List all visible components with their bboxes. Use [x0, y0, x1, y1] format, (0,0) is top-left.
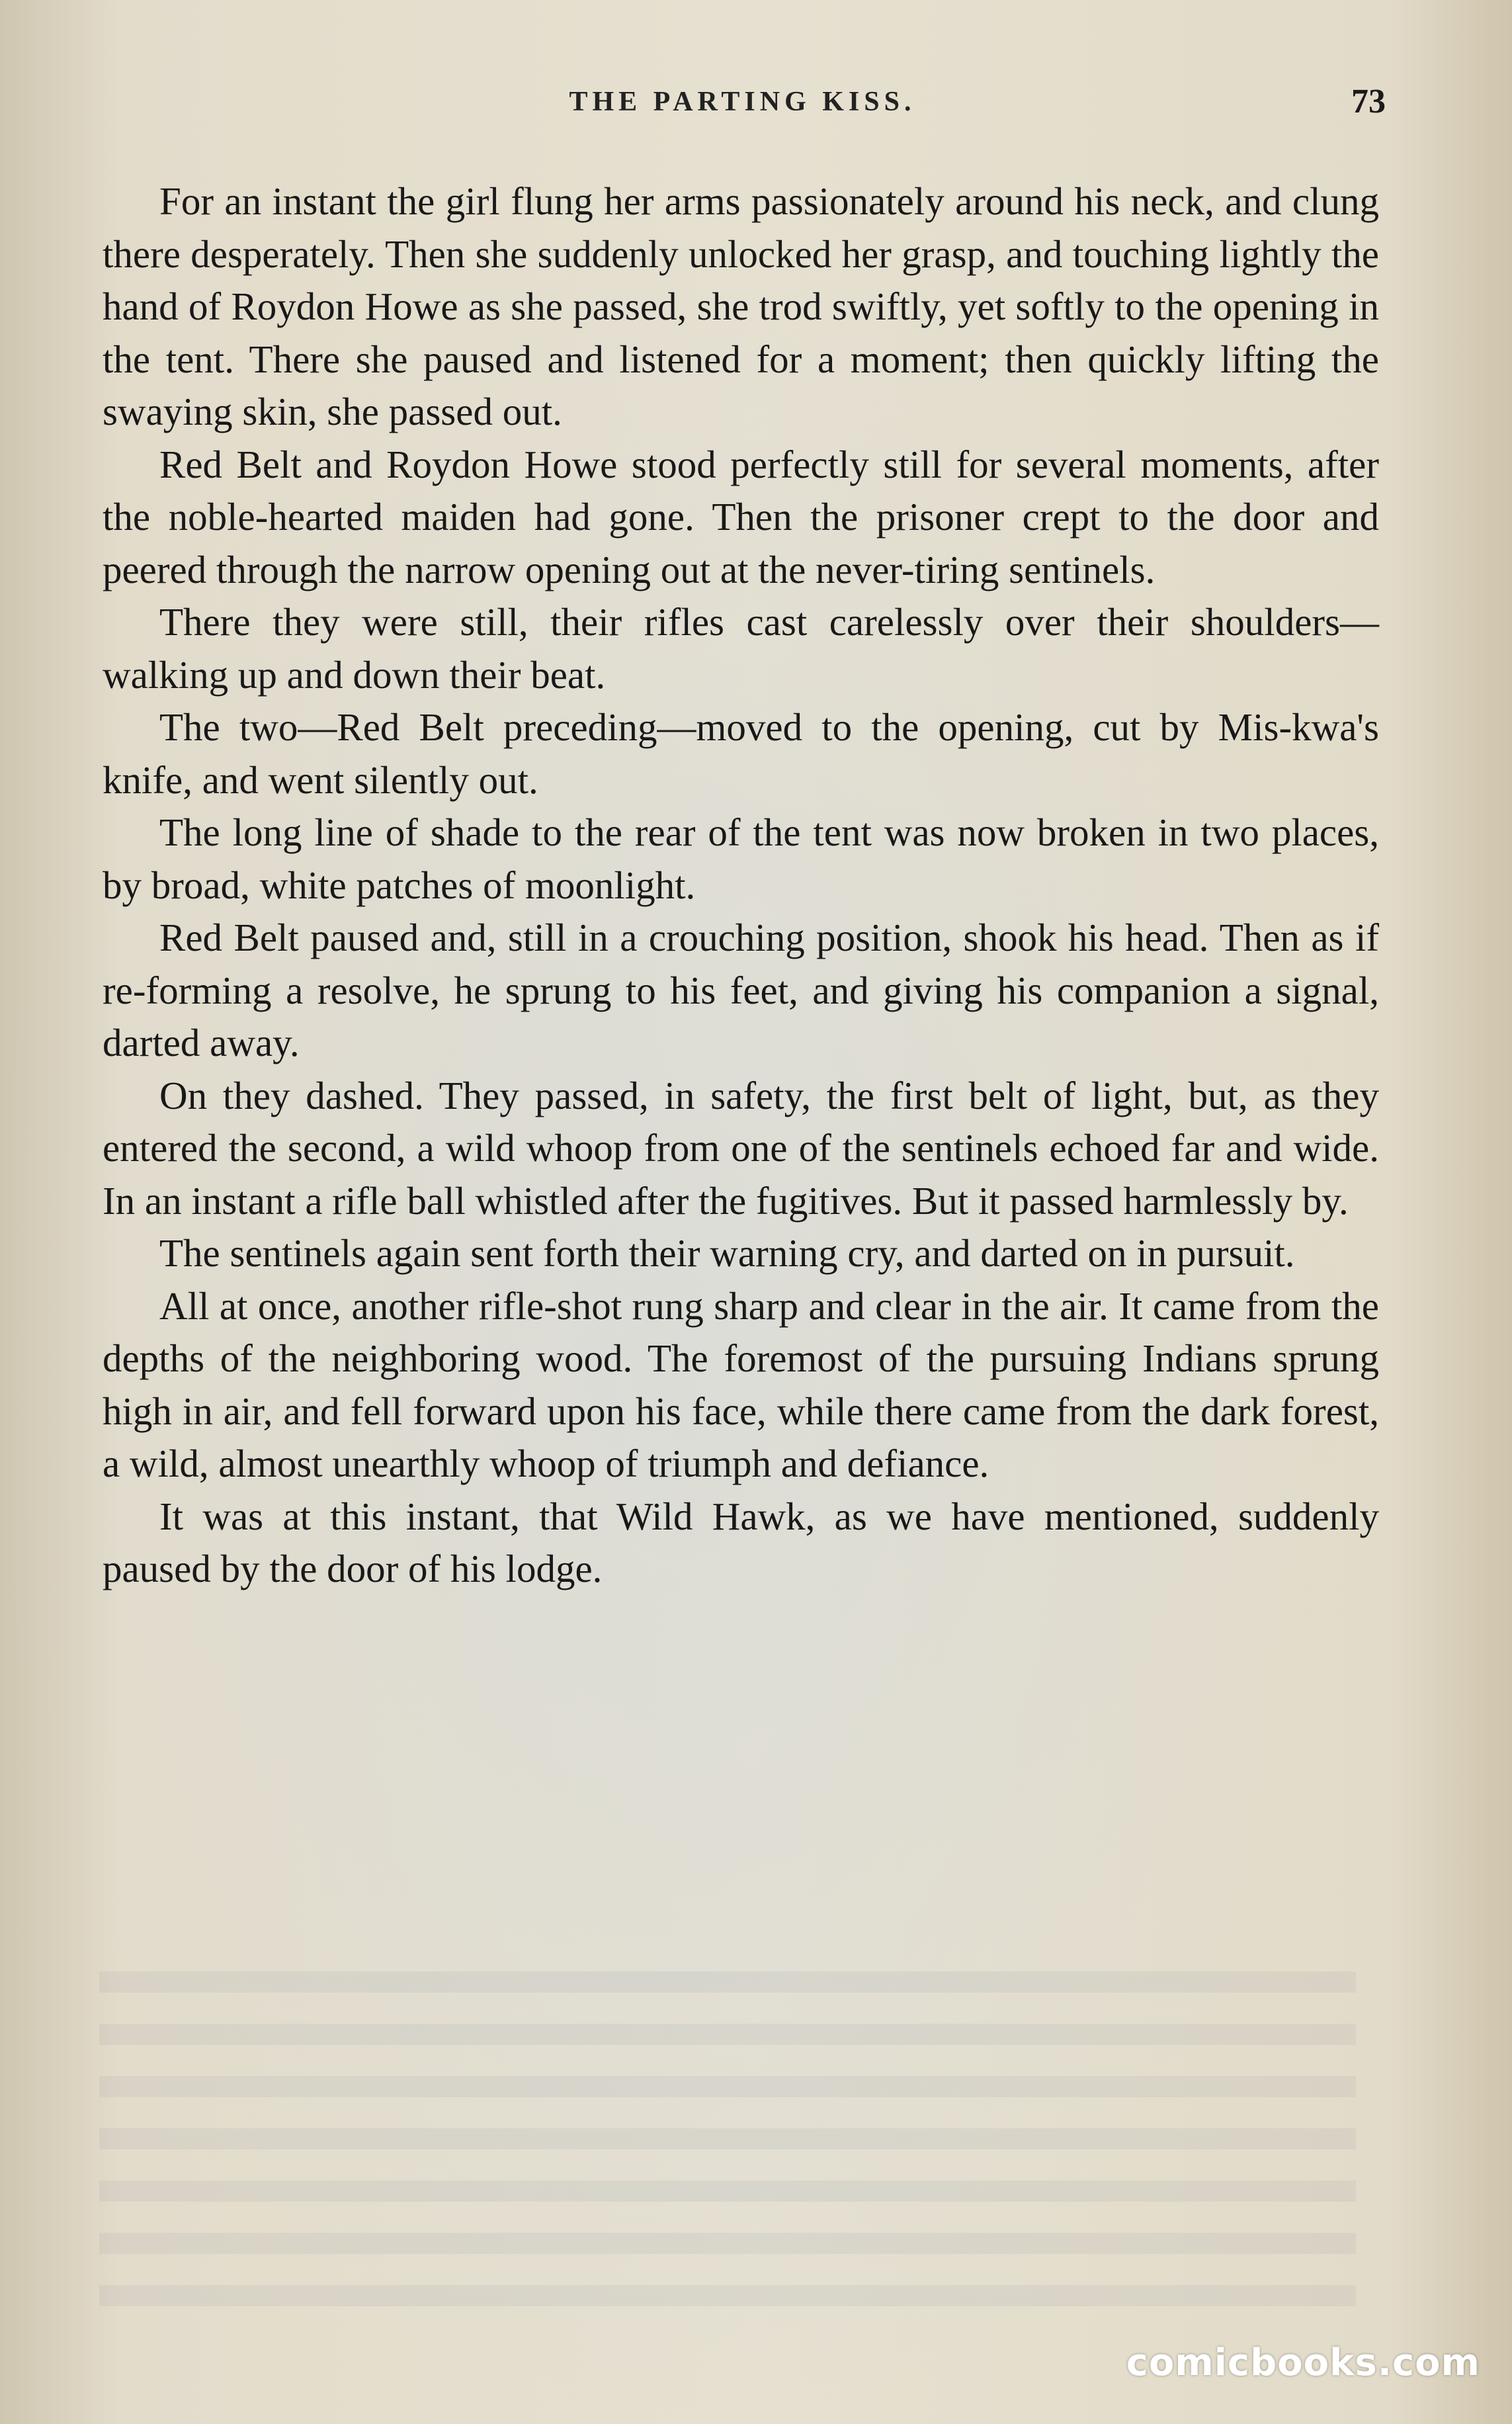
paragraph: The two—Red Belt preceding—moved to the opening, cut by Mis-kwa's knife, and went silently out.	[103, 705, 1379, 802]
paragraph: The long line of shade to the rear of the tent was now broken in two places, by broad, white patches of moonlight.	[103, 810, 1379, 907]
paragraph: For an instant the girl flung her arms passionately around his neck, and clung there desperately. Then she suddenly unlocked her grasp, and touching lightly the hand of Roydon Howe as she passed, she trod swiftly, yet softly to the opening in the tent. There she paused and listened for a moment; then quickly lifting the swaying skin, she passed out.	[103, 179, 1379, 433]
show-through-texture	[99, 1952, 1356, 2322]
paragraph: It was at this instant, that Wild Hawk, as we have mentioned, suddenly paused by the door of his lodge.	[103, 1494, 1379, 1590]
paragraph: There they were still, their rifles cast carelessly over their shoulders—walking up and down their beat.	[103, 600, 1379, 697]
paragraph: The sentinels again sent forth their warning cry, and darted on in pursuit.	[159, 1231, 1295, 1275]
paragraph: Red Belt paused and, still in a crouching position, shook his head. Then as if re-forming a resolve, he sprung to his feet, and giving his companion a signal, darted away.	[103, 916, 1379, 1064]
paragraph: On they dashed. They passed, in safety, the first belt of light, but, as they entered the second, a wild whoop from one of the sentinels echoed far and wide. In an instant a rifle ball whistled after the fugitives. But it passed harmlessly by.	[103, 1073, 1379, 1223]
page-header	[99, 83, 1386, 139]
paragraph: All at once, another rifle-shot rung sharp and clear in the air. It came from the depths of the neighboring wood. The foremost of the pursuing Indians sprung high in air, and fell forward upon his face, while there came from the dark forest, a wild, almost unearthly whoop of triumph and defiance.	[103, 1283, 1379, 1485]
paragraph: Red Belt and Roydon Howe stood perfectly still for several moments, after the noble-hearted maiden had gone. Then the prisoner crept to the door and peered through the narrow opening out at the never-tiring sentinels.	[103, 442, 1379, 591]
page-number: 73	[1351, 83, 1386, 120]
running-title: THE PARTING KISS.	[569, 87, 916, 117]
watermark: comicbooks.com	[1126, 2341, 1480, 2384]
body-text	[103, 175, 1379, 1596]
